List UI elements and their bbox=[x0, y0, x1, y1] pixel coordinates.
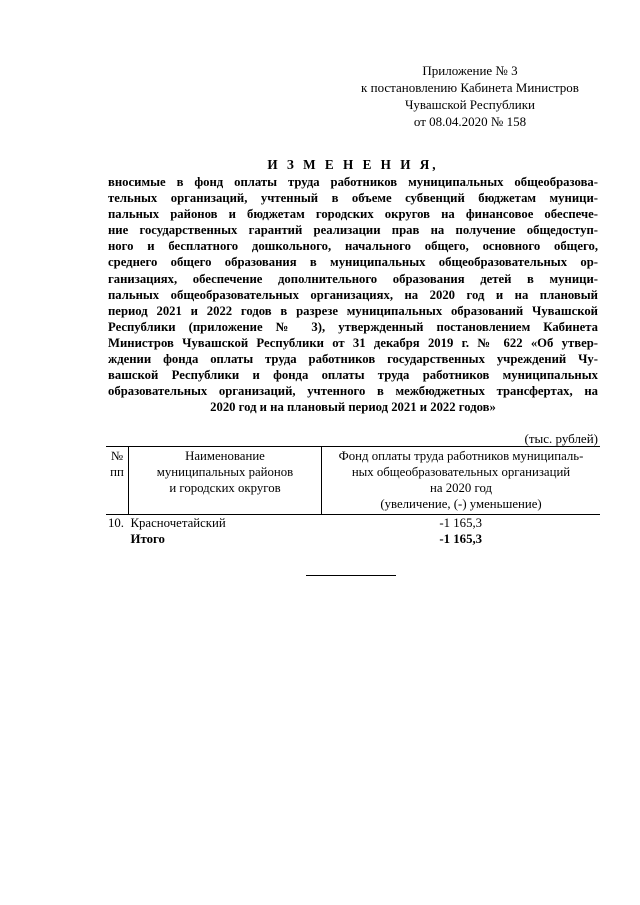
appendix-header bbox=[340, 62, 600, 130]
table-header-row bbox=[106, 447, 600, 515]
document-subtitle bbox=[108, 174, 598, 415]
header-number: № пп bbox=[106, 447, 129, 515]
header-fund: Фонд оплаты труда работников муниципаль- ных общеобразовательных организаций на 2020 год (увеличение, (-) уменьшение) bbox=[322, 447, 601, 515]
subtitle-line: ного и бесплатного дошкольного, начального общего, основного общего, bbox=[108, 239, 598, 254]
subtitle-line: Министров Чувашской Республики от 31 декабря 2019 г. № 622 «Об утвер- bbox=[108, 335, 598, 350]
fund-table bbox=[106, 446, 600, 547]
subtitle-line: образовательных организаций, учтенного в межбюджетных трансфертах, на bbox=[108, 384, 598, 399]
subtitle-line: Республики (приложение № 3), утвержденный постановлением Кабинета bbox=[108, 319, 598, 334]
subtitle-line: 2020 год и на плановый период 2021 и 2022 годов» bbox=[210, 400, 496, 415]
table-total-row bbox=[106, 531, 600, 547]
units-label: (тыс. рублей) bbox=[524, 431, 598, 446]
total-label: Итого bbox=[130, 532, 165, 546]
total-value: -1 165,3 bbox=[439, 532, 483, 546]
appendix-number: Приложение № 3 bbox=[422, 63, 518, 78]
subtitle-line: ждении фонда оплаты труда работников государственных учреждений Чу- bbox=[108, 352, 598, 367]
appendix-decree: к постановлению Кабинета Министров bbox=[361, 80, 579, 95]
subtitle-line: вашской Республики и фонда оплаты труда работников муниципальных bbox=[108, 368, 598, 383]
subtitle-line: период 2021 и 2022 годов в разрезе муниципальных образований Чувашской bbox=[108, 303, 598, 318]
header-municipality: Наименование муниципальных районов и городских округов bbox=[129, 447, 322, 515]
subtitle-line: ние государственных гарантий реализации прав на получение общедоступ- bbox=[108, 223, 598, 238]
subtitle-line: пальных районов и бюджетам городских округов на финансовое обеспече- bbox=[108, 207, 598, 222]
appendix-republic: Чувашской Республики bbox=[404, 97, 536, 112]
subtitle-line: пальных общеобразовательных организациях, на 2020 год и на плановый bbox=[108, 287, 598, 302]
appendix-date: от 08.04.2020 № 158 bbox=[413, 114, 527, 129]
subtitle-line: вносимые в фонд оплаты труда работников муниципальных общеобразова- bbox=[108, 175, 598, 189]
subtitle-line: ганизациях, обеспечение дополнительного образования детей в муници- bbox=[108, 271, 598, 286]
row-municipality: Красночетайский bbox=[130, 516, 226, 530]
subtitle-line: среднего общего образования в муниципальных общеобразовательных ор- bbox=[108, 255, 598, 270]
table-row bbox=[106, 515, 600, 532]
row-number: 10. bbox=[108, 516, 124, 530]
subtitle-line: тельных организаций, учтенный в объеме субвенций бюджетам муници- bbox=[108, 191, 598, 206]
document-title: И З М Е Н Е Н И Я, bbox=[267, 157, 439, 172]
row-value: -1 165,3 bbox=[439, 516, 483, 530]
separator-line bbox=[306, 575, 396, 576]
